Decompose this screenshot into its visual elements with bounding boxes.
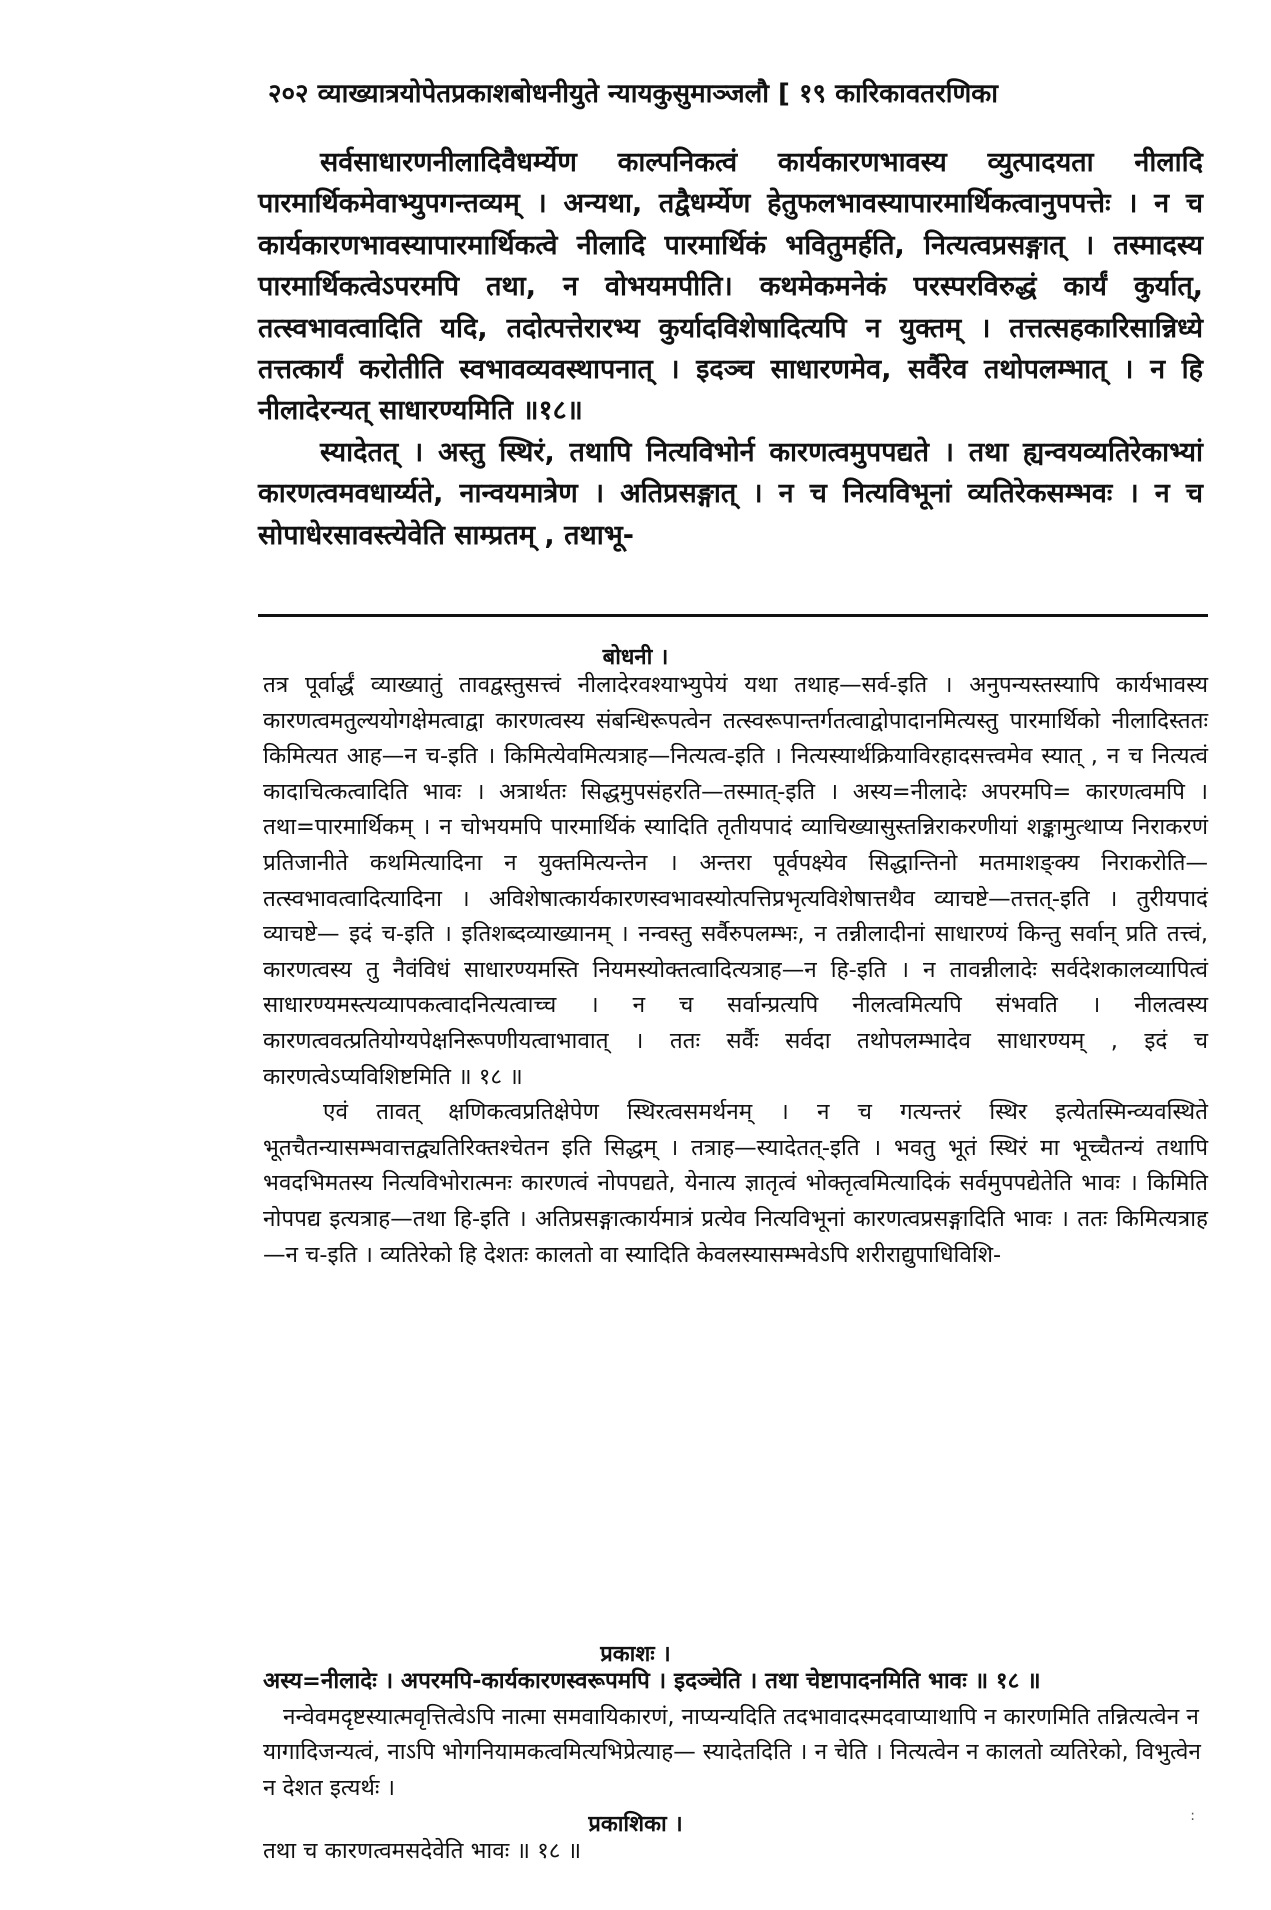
bodhani-paragraph: तत्र पूर्वार्द्धं व्याख्यातुं तावद्वस्तुसत्त्वं नीलादेरवश्याभ्युपेयं यथा तथाह—सर्व-इति । अनुपन्यस्तस्यापि कार्यभावस्य कारणत्वमतुल्ययोगक्षेमत्वाद्वा कारणत्वस्य संबन्धिरूपत्वेन तत्स्वरूपान्तर्गतत्वाद्वोपादानमित्यस्तु पारमार्थिको नीलादिस्ततः किमित्यत आह—न च-इति । किमित्येवमित्यत्राह—नित्यत्व-इति । नित्यस्यार्थक्रियाविरहादसत्त्वमेव स्यात् , न च नित्यत्वं कादाचित्कत्वादिति भावः । अत्रार्थतः सिद्धमुपसंहरति—तस्मात्-इति । अस्य=नीलादेः अपरमपि= कारणत्वमपि । तथा=पारमार्थिकम् । न चोभयमपि पारमार्थिकं स्यादिति तृतीयपादं व्याचिख्यासुस्तन्निराकरणीयां शङ्कामुत्थाप्य निराकरणं प्रतिजानीते कथमित्यादिना न युक्तमित्यन्तेन । अन्तरा पूर्वपक्ष्येव सिद्धान्तिनो मतमाशङ्क्य निराकरोति—तत्स्वभावत्वादित्यादिना । अविशेषात्कार्यकारणस्वभावस्योत्पत्तिप्रभृत्यविशेषात्तथैव व्याचष्टे—तत्तत्-इति । तुरीयपादं व्याचष्टे— इदं च-इति । इतिशब्दव्याख्यानम् । नन्वस्तु सर्वैरुपलम्भः, न तन्नीलादीनां साधारण्यं किन्तु सर्वान् प्रति तत्त्वं, कारणत्वस्य तु नैवंविधं साधारण्यमस्ति नियमस्योक्तत्वादित्यत्राह—न हि-इति । न तावन्नीलादेः सर्वदेशकालव्यापित्वं साधारण्यमस्त्यव्यापकत्वादनित्यत्वाच्च । न च सर्वान्प्रत्यपि नीलत्वमित्यपि संभवति । नीलत्वस्य कारणत्ववत्प्रतियोग्यपेक्षनिरूपणीयत्वाभावात् । ततः सर्वैः सर्वदा तथोपलम्भादेव साधारण्यम् , इदं च कारणत्वेऽप्यविशिष्टमिति ॥ १८ ॥: [263, 672, 1208, 1090]
prakasha-heading: प्रकाशः ।: [600, 1642, 671, 1667]
running-header: २०२ व्याख्यात्रयोपेतप्रकाशबोधनीयुते न्यायकुसुमाञ्जलौ [ १९ कारिकावतरणिका: [268, 79, 998, 109]
prakashika-commentary: [263, 1834, 1208, 1870]
bodhani-heading: बोधनी ।: [602, 645, 669, 670]
prakasha-commentary: [263, 1664, 1208, 1806]
main-paragraph: सर्वसाधारणनीलादिवैधर्म्येण काल्पनिकत्वं कार्यकारणभावस्य व्युत्पादयता नीलादि पारमार्थिकमेवाभ्युपगन्तव्यम् । अन्यथा, तद्वैधर्म्येण हेतुफलभावस्यापारमार्थिकत्वानुपपत्तेः । न च कार्यकारणभावस्यापारमार्थिकत्वे नीलादि पारमार्थिकं भवितुमर्हति, नित्यत्वप्रसङ्गात् । तस्मादस्य पारमार्थिकत्वेऽपरमपि तथा, न वोभयमपीति। कथमेकमनेकं परस्परविरुद्धं कार्यं कुर्यात्, तत्स्वभावत्वादिति यदि, तदोत्पत्तेरारभ्य कुर्यादविशेषादित्यपि न युक्तम् । तत्तत्सहकारिसान्निध्ये तत्तत्कार्यं करोतीति स्वभावव्यवस्थापनात् । इदञ्च साधारणमेव, सर्वैरेव तथोपलम्भात् । न हि नीलादेरन्यत् साधारण्यमिति ॥१८॥: [258, 147, 1203, 427]
main-text: [258, 142, 1203, 556]
main-paragraph: स्यादेतत् । अस्तु स्थिरं, तथापि नित्यविभोर्न कारणत्वमुपपद्यते । तथा ह्यन्वयव्यतिरेकाभ्यां कारणत्वमवधार्य्यते, नान्वयमात्रेण । अतिप्रसङ्गात् । न च नित्यविभूनां व्यतिरेकसम्भवः । न च सोपाधेरसावस्त्येवेति साम्प्रतम् , तथाभू-: [258, 436, 1203, 551]
prakasha-paragraph: नन्वेवमदृष्टस्यात्मवृत्तित्वेऽपि नात्मा समवायिकारणं, नाप्यन्यदिति तदभावादस्मदवाप्याथापि न कारणमिति तन्नित्यत्वेन न यागादिजन्यत्वं, नाऽपि भोगनियामकत्वमित्यभिप्रेत्याह— स्यादेतदिति । न चेति । नित्यत्वेन न कालतो व्यतिरेको, विभुत्वेन न देशत इत्यर्थः ।: [263, 1703, 1201, 1801]
bodhani-paragraph: एवं तावत् क्षणिकत्वप्रतिक्षेपेण स्थिरत्वसमर्थनम् । न च गत्यन्तरं स्थिर इत्येतस्मिन्व्यवस्थिते भूतचैतन्यासम्भवात्तद्व्यतिरिक्तश्चेतन इति सिद्धम् । तत्राह—स्यादेतत्-इति । भवतु भूतं स्थिरं मा भूच्चैतन्यं तथापि भवदभिमतस्य नित्यविभोरात्मनः कारणत्वं नोपपद्यते, येनात्य ज्ञातृत्वं भोक्तृत्वमित्यादिकं सर्वमुपपद्येतेति भावः । किमिति नोपपद्य इत्यत्राह—तथा हि-इति । अतिप्रसङ्गात्कार्यमात्रं प्रत्येव नित्यविभूनां कारणत्वप्रसङ्गादिति भावः । ततः किमित्यत्राह—न च-इति । व्यतिरेको हि देशतः कालतो वा स्यादिति केवलस्यासम्भवेऽपि शरीराद्युपाधिविशि-: [263, 1099, 1208, 1268]
corner-mark: :: [1190, 1808, 1195, 1824]
section-divider: [258, 614, 1208, 617]
prakashika-paragraph: तथा च कारणत्वमसदेवेति भावः ॥ १८ ॥: [263, 1838, 582, 1864]
prakasha-paragraph: अस्य=नीलादेः । अपरमपि-कार्यकारणस्वरूपमपि । इदञ्चेति । तथा चेष्टापादनमिति भावः ॥ १८ ॥: [263, 1668, 1041, 1694]
prakashika-heading: प्रकाशिका ।: [588, 1812, 683, 1837]
bodhani-commentary: [263, 668, 1208, 1273]
